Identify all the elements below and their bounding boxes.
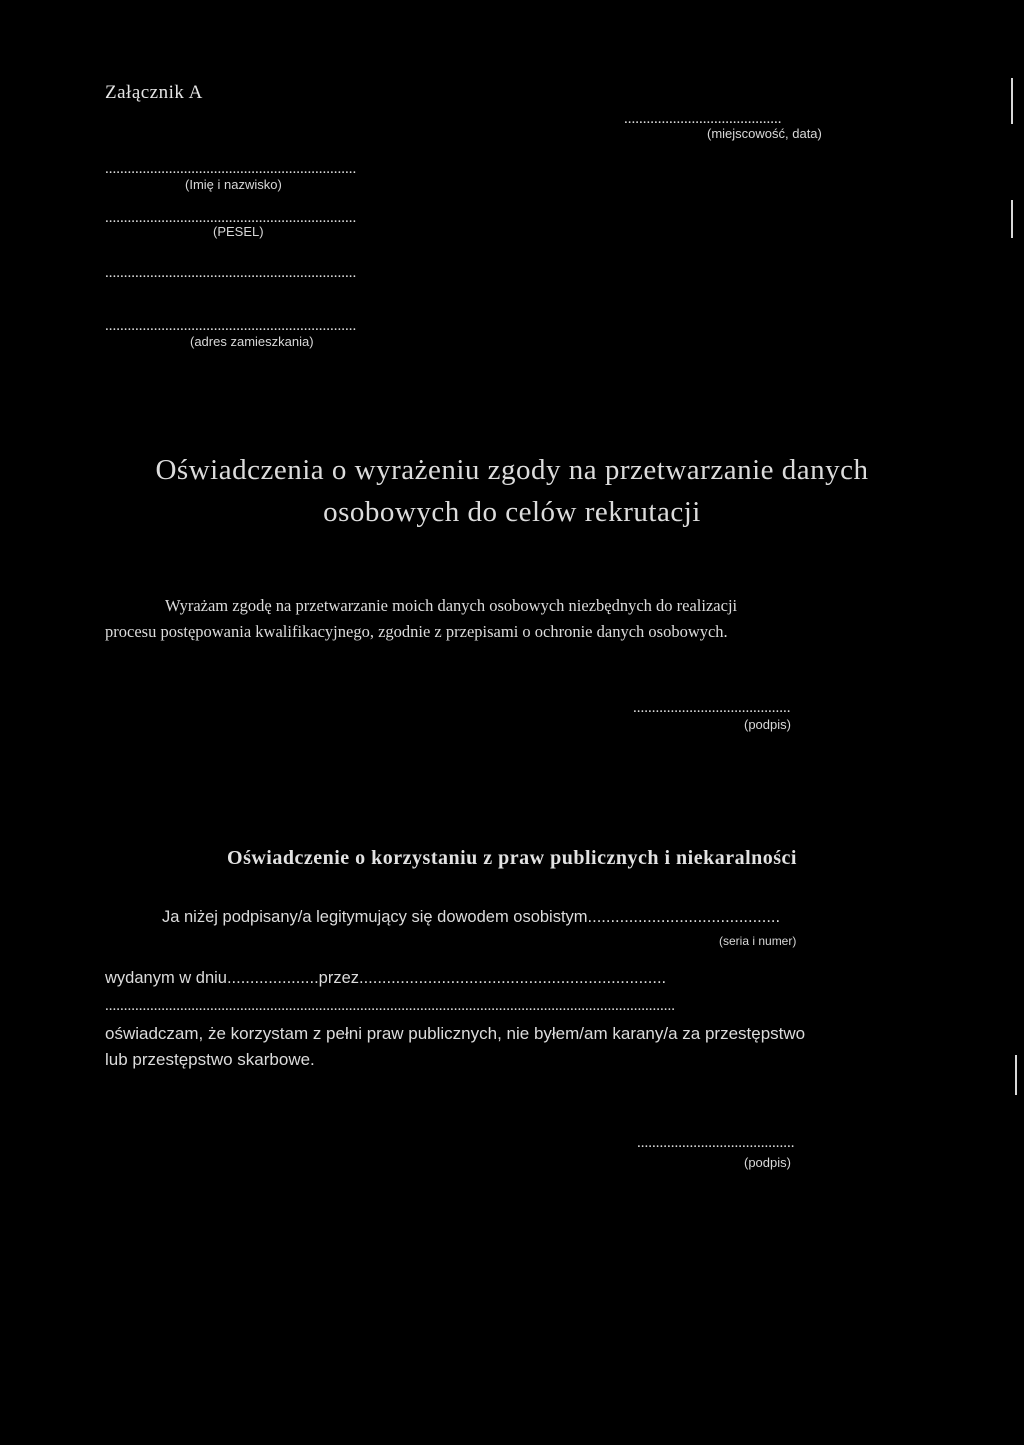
signature-label: (podpis) xyxy=(744,717,791,732)
consent-text: Wyrażam zgodę na przetwarzanie moich danych osobowych niezbędnych do realizacji xyxy=(165,596,738,615)
address-dots: ................................................................... xyxy=(105,318,357,334)
place-date-label: (miejscowość, data) xyxy=(707,126,822,141)
blank-line: ........................................................................................................................................................ xyxy=(105,998,675,1014)
statement-text: lub przestępstwo skarbowe. xyxy=(105,1050,315,1069)
scan-edge-mark xyxy=(1011,78,1013,124)
id-label: (seria i numer) xyxy=(719,934,797,948)
address-dots: ................................................................... xyxy=(105,265,357,281)
place-date-dots: .......................................... xyxy=(624,111,782,127)
pesel-dots: ................................................................... xyxy=(105,210,357,226)
address-label: (adres zamieszkania) xyxy=(190,334,314,349)
consent-title: Oświadczenia o wyrażeniu zgody na przetwarzanie danych xyxy=(155,454,869,486)
consent-title: osobowych do celów rekrutacji xyxy=(323,496,701,528)
issued-line: wydanym w dniu....................przez................................................................... xyxy=(105,969,667,987)
signature-dots: .......................................... xyxy=(637,1135,795,1151)
name-label: (Imię i nazwisko) xyxy=(185,177,282,192)
id-line: Ja niżej podpisany/a legitymujący się dowodem osobistym.......................................... xyxy=(162,908,781,926)
name-dots: ................................................................... xyxy=(105,161,357,177)
signature-dots: .......................................... xyxy=(633,700,791,716)
scan-edge-mark xyxy=(1011,200,1013,238)
signature-label: (podpis) xyxy=(744,1155,791,1170)
attachment-label: Załącznik A xyxy=(105,82,203,103)
consent-text: procesu postępowania kwalifikacyjnego, zgodnie z przepisami o ochronie danych osobowych. xyxy=(105,622,728,641)
rights-title: Oświadczenie o korzystaniu z praw publicznych i niekaralności xyxy=(227,847,797,869)
pesel-label: (PESEL) xyxy=(213,224,264,239)
statement-text: oświadczam, że korzystam z pełni praw publicznych, nie byłem/am karany/a za przestępstwo xyxy=(105,1024,806,1043)
scan-edge-mark xyxy=(1015,1055,1017,1095)
